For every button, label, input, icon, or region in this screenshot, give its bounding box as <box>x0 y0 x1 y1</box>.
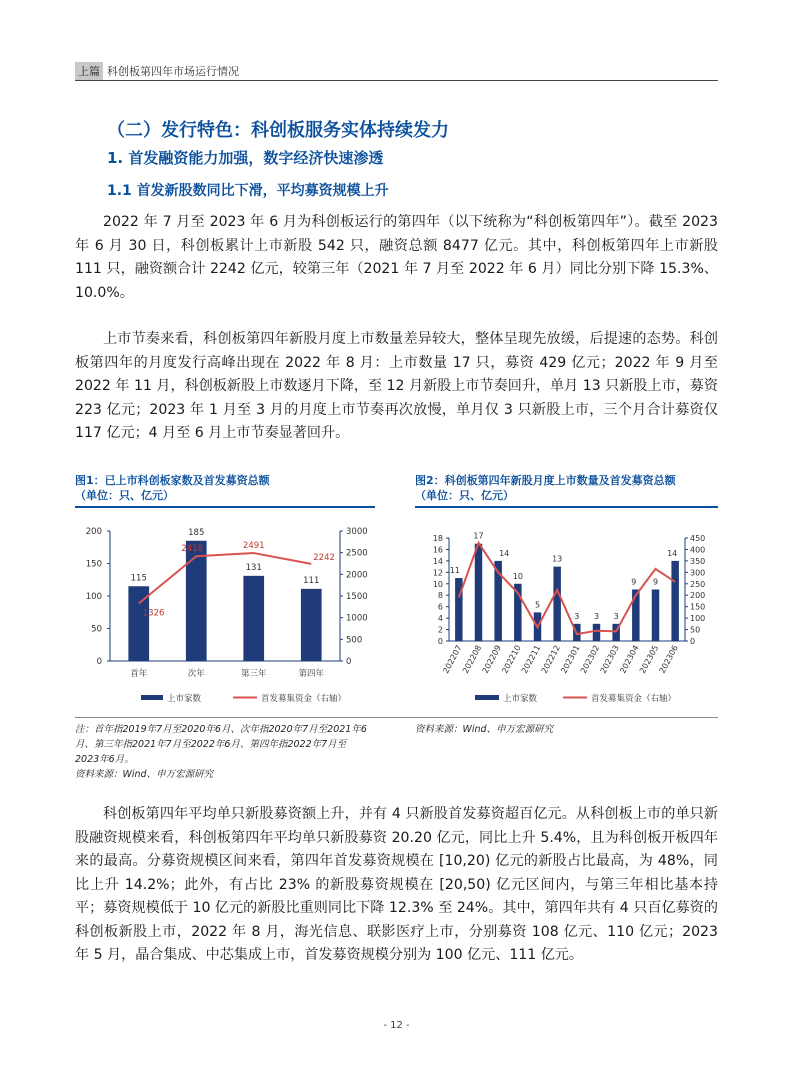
y2-tick-label: 150 <box>690 602 706 612</box>
line-series <box>139 553 312 603</box>
bar-value-label: 185 <box>188 527 205 538</box>
y2-tick-label: 350 <box>690 556 706 566</box>
y-tick-label: 100 <box>85 592 102 602</box>
x-tick-label: 次年 <box>187 669 205 679</box>
legend-swatch-bars <box>475 695 499 700</box>
bar <box>243 576 264 661</box>
header-rule <box>75 80 718 81</box>
x-tick-label: 202210 <box>500 643 523 675</box>
x-tick-label: 202301 <box>559 643 582 675</box>
bar-value-label: 17 <box>473 531 484 541</box>
y-tick-label: 10 <box>432 579 443 589</box>
bar <box>652 590 659 642</box>
y2-tick-label: 2000 <box>346 570 368 581</box>
x-tick-label: 第三年 <box>240 669 267 679</box>
x-tick-label: 202305 <box>637 643 661 675</box>
y2-tick-label: 50 <box>690 625 701 635</box>
figure1-caption <box>75 473 270 503</box>
subsection-title: 1. 首发融资能力加强，数字经济快速渗透 <box>107 149 384 167</box>
bar <box>475 544 482 641</box>
figure1-notes <box>75 722 375 782</box>
y2-tick-label: 0 <box>346 657 352 667</box>
legend-label-line: 首发募集资金（右轴） <box>591 694 677 704</box>
bar-value-label: 5 <box>534 600 541 610</box>
y-tick-label: 0 <box>437 637 443 646</box>
bar-value-label: 14 <box>667 548 678 558</box>
header-part-tag: 上篇 <box>75 62 103 80</box>
figure1-caption-line2: （单位：只、亿元） <box>75 489 174 502</box>
running-header <box>75 62 239 80</box>
bar-value-label: 13 <box>552 554 563 564</box>
figure1-note-line3: 2023年6月。 <box>75 754 134 765</box>
x-tick-label: 202209 <box>480 643 503 675</box>
y-tick-label: 16 <box>432 545 443 555</box>
bar <box>593 624 600 641</box>
bar-value-label: 115 <box>130 573 147 584</box>
section-title: （二）发行特色：科创板服务实体持续发力 <box>107 120 449 141</box>
y-tick-label: 18 <box>432 534 443 543</box>
x-tick-label: 202304 <box>618 643 641 675</box>
figure2-caption <box>415 473 676 503</box>
y2-tick-label: 100 <box>690 614 706 624</box>
bar-value-label: 9 <box>631 577 637 587</box>
figure2-source: 资料来源：Wind、申万宏源研究 <box>415 724 554 735</box>
legend-label-line: 首发募集资金（右轴） <box>261 694 347 704</box>
subsubsection-title: 1.1 首发新股数同比下滑，平均募资规模上升 <box>107 183 389 199</box>
y2-tick-label: 0 <box>690 637 696 646</box>
bar-value-label: 131 <box>245 562 262 573</box>
y2-tick-label: 2500 <box>346 548 368 559</box>
bar <box>186 541 207 661</box>
chart-monthly-ipo-count-and-funds <box>415 515 718 715</box>
bar-value-label: 111 <box>303 575 320 586</box>
y2-tick-label: 400 <box>690 545 706 555</box>
y2-tick-label: 250 <box>690 579 706 589</box>
bar-value-label: 3 <box>613 611 619 621</box>
chart-listed-companies-and-ipo-funds <box>75 515 375 715</box>
y2-tick-label: 500 <box>346 635 363 646</box>
y-tick-label: 12 <box>432 568 443 578</box>
bar <box>671 561 678 641</box>
figure1-caption-line1: 图1：已上市科创板家数及首发募资总额 <box>75 474 270 487</box>
figure1-note-line2: 月、第三年指2021年7月至2022年6月、第四年指2022年7月至 <box>75 739 347 750</box>
bar-value-label: 3 <box>574 611 580 621</box>
bar-value-label: 14 <box>499 548 510 558</box>
y-tick-label: 0 <box>96 657 102 667</box>
y2-tick-label: 200 <box>690 591 706 601</box>
y-tick-label: 150 <box>85 559 102 570</box>
page-number: - 12 - <box>383 1020 410 1031</box>
x-tick-label: 202211 <box>519 643 543 675</box>
y-tick-label: 6 <box>437 602 443 612</box>
paragraph-2: 上市节奏来看，科创板第四年新股月度上市数量差异较大，整体呈现先放缓，后提速的态势。科创板第四年的月度发行高峰出现在 2022 年 8 月：上市数量 17 只，募资 429 亿元；2022 年 9 月至 2022 年 11 月，科创板新股上市数逐月下降，至 12 月新股上市节奏回升，单月 13 只新股上市，募资 223 亿元；2023 年 1 月至 3 月的月度上市节奏再次放慢，单月仅 3 只新股上市，三个月合计募资仅 117 亿元；4 月至 6 月上市节奏显著回升。 <box>75 331 718 441</box>
legend-label-bars: 上市家数 <box>503 694 538 704</box>
figure1-top-rule <box>75 506 375 508</box>
y-tick-label: 4 <box>437 614 443 624</box>
bar-value-label: 11 <box>449 566 460 576</box>
y-tick-label: 14 <box>432 556 443 566</box>
legend-label-bars: 上市家数 <box>167 694 202 704</box>
paragraph-3: 科创板第四年平均单只新股募资额上升，并有 4 只新股首发募资超百亿元。从科创板上市的单只新股融资规模来看，科创板第四年平均单只新股募资 20.20 亿元，同比上升 5.4%，且为科创板开板四年来的最高。分募资规模区间来看，第四年首发募资规模在 [10,20) 亿元的新股占比最高，为 48%，同比上升 14.2%；此外，有占比 23% 的新股募资规模在 [20,50) 亿元区间内，与第三年相比基本持平；募资规模低于 10 亿元的新股比重则同比下降 12.3% 至 24%。其中，第四年共有 4 只百亿募资的科创板新股上市，2022 年 8 月，海光信息、联影医疗上市，分别募资 108 亿元、110 亿元；2023 年 5 月，晶合集成、中芯集成上市，首发募资规模分别为 100 亿元、111 亿元。 <box>75 806 718 963</box>
x-tick-label: 202208 <box>460 643 484 675</box>
y2-tick-label: 1500 <box>346 592 368 602</box>
y2-tick-label: 3000 <box>346 527 368 537</box>
y2-tick-label: 300 <box>690 568 706 578</box>
x-tick-label: 202212 <box>539 643 562 675</box>
figure1-source: 资料来源：Wind、申万宏源研究 <box>75 769 214 780</box>
figure2-caption-line1: 图2：科创板第四年新股月度上市数量及首发募资总额 <box>415 474 676 487</box>
legend-swatch-bars <box>141 695 163 700</box>
x-tick-label: 202306 <box>657 643 680 675</box>
figure1-note-line1: 注：首年指2019年7月至2020年6月、次年指2020年7月至2021年6 <box>75 724 367 735</box>
x-tick-label: 首年 <box>130 669 148 679</box>
x-tick-label: 202303 <box>598 643 621 675</box>
y-tick-label: 50 <box>91 624 102 635</box>
line-series <box>459 543 678 634</box>
figure2-top-rule <box>415 506 718 508</box>
header-title: 科创板第四年市场运行情况 <box>107 65 239 78</box>
figure2-caption-line2: （单位：只、亿元） <box>415 489 514 502</box>
line-value-label: 2491 <box>242 541 265 552</box>
bar <box>301 589 322 661</box>
line-value-label: 2418 <box>181 544 204 555</box>
y-tick-label: 2 <box>437 625 443 635</box>
y2-tick-label: 450 <box>690 534 706 543</box>
paragraph-1: 2022 年 7 月至 2023 年 6 月为科创板运行的第四年（以下统称为“科创板第四年”）。截至 2023 年 6 月 30 日，科创板累计上市新股 542 只，融资总额 8477 亿元。其中，科创板第四年上市新股 111 只，融资额合计 2242 亿元，较第三年（2021 年 7 月至 2022 年 6 月）同比分别下降 15.3%、10.0%。 <box>75 214 718 301</box>
x-tick-label: 202207 <box>441 643 464 675</box>
bar-value-label: 9 <box>652 577 659 587</box>
y-tick-label: 8 <box>437 591 443 601</box>
bar-value-label: 10 <box>512 571 523 581</box>
bar <box>553 567 560 641</box>
line-value-label: 1326 <box>142 608 165 619</box>
bar-value-label: 3 <box>593 611 600 621</box>
y2-tick-label: 1000 <box>346 613 368 624</box>
figure-bottom-rule <box>75 717 718 718</box>
line-value-label: 2242 <box>313 552 335 563</box>
x-tick-label: 202302 <box>578 643 602 675</box>
x-tick-label: 第四年 <box>298 669 325 679</box>
y-tick-label: 200 <box>85 527 102 537</box>
